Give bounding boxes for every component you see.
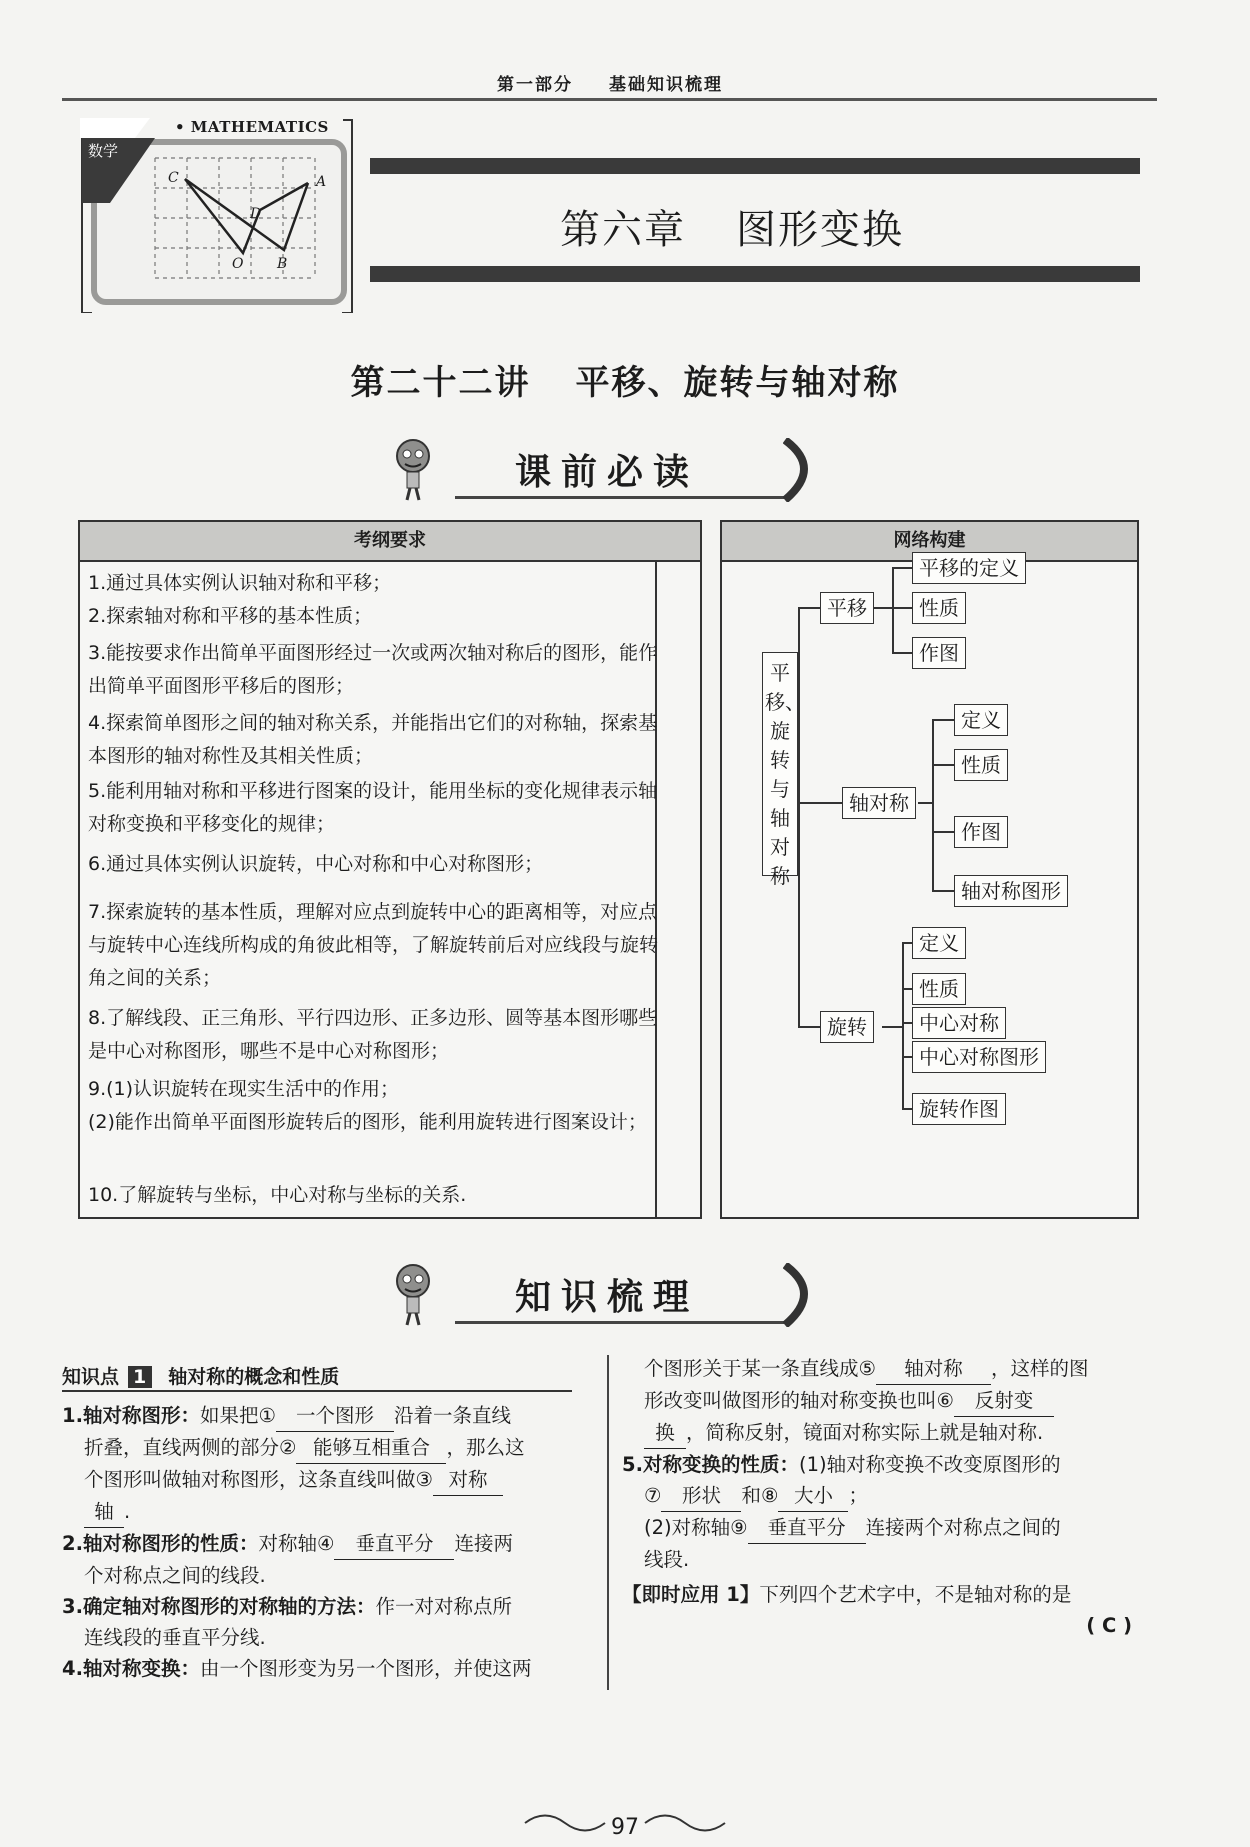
- lecture-name: 平移、旋转与轴对称: [575, 363, 900, 403]
- network-leaf: 性质: [912, 592, 966, 624]
- kp-fill: 能够互相重合: [296, 1432, 446, 1464]
- chapter-bar-bottom: [370, 266, 1140, 282]
- syllabus-item: 3.能按要求作出简单平面图形经过一次或两次轴对称后的图形，能作出简单平面图形平移后的图形；: [88, 642, 658, 697]
- bracket-arrow-icon: [783, 438, 823, 502]
- kp-fill: 轴: [84, 1496, 124, 1528]
- network-leaf: 旋转作图: [912, 1093, 1006, 1125]
- point-label-b: B: [277, 256, 288, 272]
- network-leaf: 中心对称图形: [912, 1041, 1046, 1073]
- kp-text: 由一个图形变为另一个图形，并使这两: [199, 1657, 532, 1680]
- section-rule: [455, 1321, 785, 1324]
- kp-text: (1)轴对称变换不改变原图形的: [798, 1453, 1061, 1476]
- header-title: 基础知识梳理: [609, 75, 723, 95]
- network-leaf: 定义: [954, 704, 1008, 736]
- syllabus-item: (2)能作出简单平面图形旋转后的图形，能利用旋转进行图案设计；: [88, 1111, 647, 1133]
- kp-fill: 对称: [433, 1464, 503, 1496]
- kp-text: 个对称点之间的线段.: [84, 1564, 266, 1587]
- kp-text: 线段.: [644, 1548, 690, 1571]
- instant-app-label: 【即时应用 1】: [622, 1583, 760, 1606]
- syllabus-item: 1.通过具体实例认识轴对称和平移；: [88, 572, 392, 594]
- kp-text: 作一对对称点所: [375, 1595, 512, 1618]
- kp-text: ，这样的图: [990, 1357, 1089, 1380]
- syllabus-item: 4.探索简单图形之间的轴对称关系，并能指出它们的对称轴，探索基本图形的轴对称性及其相关性质；: [88, 712, 658, 767]
- bracket-arrow-icon: [783, 1263, 823, 1327]
- section-title-knowledge: 知识梳理: [515, 1276, 700, 1318]
- kp-text: 对称轴④: [258, 1532, 335, 1555]
- section-rule: [455, 496, 785, 499]
- mascot-icon: [385, 1257, 445, 1329]
- kp-text: 形改变叫做图形的轴对称变换也叫⑥: [644, 1389, 954, 1412]
- kp-fill: 大小: [778, 1480, 848, 1512]
- syllabus-item: 5.能利用轴对称和平移进行图案的设计，能用坐标的变化规律表示轴对称变换和平移变化的规律；: [88, 780, 658, 835]
- column-divider: [607, 1355, 609, 1690]
- kp-fill: 垂直平分: [748, 1512, 866, 1544]
- network-leaf: 作图: [912, 637, 966, 669]
- chapter-name: 图形变换: [736, 207, 904, 253]
- kp-text: ；: [848, 1484, 868, 1507]
- running-header: [65, 70, 1155, 95]
- syllabus-item: 7.探索旋转的基本性质，理解对应点到旋转中心的距离相等，对应点与旋转中心连线所构成的角彼此相等，了解旋转前后对应线段与旋转角之间的关系；: [88, 901, 659, 989]
- kp-text: (2)对称轴⑨: [644, 1516, 748, 1539]
- network-leaf: 轴对称图形: [954, 875, 1068, 907]
- kp-label: 知识点: [62, 1366, 120, 1388]
- network-branch-axial-symmetry: 轴对称: [842, 787, 916, 819]
- kp-left-column: [62, 1400, 607, 1684]
- chapter-bar-top: [370, 158, 1140, 174]
- network-diagram: [720, 520, 1139, 1219]
- kp-term: 1.轴对称图形：: [62, 1404, 200, 1427]
- kp-fill: 换: [644, 1417, 686, 1449]
- syllabus-item: 6.通过具体实例认识旋转，中心对称和中心对称图形；: [88, 853, 544, 875]
- network-leaf: 平移的定义: [912, 552, 1026, 584]
- kp-text: ，那么这: [446, 1436, 525, 1459]
- logo-subject-en: • MATHEMATICS: [175, 118, 329, 136]
- header-part: 第一部分: [497, 75, 573, 95]
- kp-term: 3.确定轴对称图形的对称轴的方法：: [62, 1595, 376, 1618]
- section-heading-knowledge: [385, 1257, 835, 1329]
- kp-text: 如果把①: [199, 1404, 276, 1427]
- math-logo: [80, 118, 355, 313]
- network-leaf: 中心对称: [912, 1007, 1006, 1039]
- kp-text: 个图形关于某一条直线成⑤: [644, 1357, 876, 1380]
- syllabus-item: 9.(1)认识旋转在现实生活中的作用；: [88, 1078, 400, 1100]
- section-heading-prep: [385, 432, 835, 504]
- point-label-d: D: [250, 206, 262, 222]
- network-branch-translation: 平移: [820, 592, 874, 624]
- kp-text: ⑦: [644, 1484, 662, 1507]
- kp-fill: 一个图形: [276, 1400, 394, 1432]
- kp-fill: 轴对称: [876, 1353, 991, 1385]
- point-label-a: A: [316, 174, 327, 190]
- kp-fill: 形状: [661, 1480, 741, 1512]
- kp-text: 折叠，直线两侧的部分②: [84, 1436, 297, 1459]
- kp-fill: 反射变: [954, 1385, 1054, 1417]
- network-leaf: 性质: [912, 973, 966, 1005]
- kp-text: 沿着一条直线: [393, 1404, 511, 1427]
- kp-text: 连线段的垂直平分线.: [84, 1626, 266, 1649]
- logo-subject-cn: 数学: [88, 142, 119, 160]
- kp-text: 个图形叫做轴对称图形，这条直线叫做③: [84, 1468, 433, 1491]
- network-leaf: 性质: [954, 749, 1008, 781]
- syllabus-item: 10.了解旋转与坐标，中心对称与坐标的关系.: [88, 1184, 467, 1206]
- point-label-c: C: [168, 170, 179, 186]
- network-leaf: 作图: [954, 816, 1008, 848]
- network-root: 平移、旋转与轴对称: [762, 652, 798, 876]
- kp-title: 轴对称的概念和性质: [168, 1366, 340, 1388]
- header-rule: [62, 98, 1157, 101]
- chapter-number: 第六章: [560, 207, 686, 253]
- instant-app-answer: ( C ): [1086, 1614, 1132, 1637]
- chapter-title: [560, 198, 904, 255]
- kp-fill: 垂直平分: [334, 1528, 454, 1560]
- network-header: 网络构建: [722, 522, 1137, 562]
- syllabus-header: 考纲要求: [80, 522, 700, 562]
- lecture-title: [0, 355, 1250, 404]
- syllabus-item: 8.了解线段、正三角形、平行四边形、正多边形、圆等基本图形哪些是中心对称图形，哪些不是中心对称图形；: [88, 1007, 658, 1062]
- kp-text: 和⑧: [741, 1484, 779, 1507]
- syllabus-item: 2.探索轴对称和平移的基本性质；: [88, 605, 373, 627]
- kp-term: 4.轴对称变换：: [62, 1657, 200, 1680]
- knowledge-point-heading: [62, 1362, 592, 1389]
- kp-text: 连接两: [454, 1532, 513, 1555]
- instant-app-question: 下列四个艺术字中，不是轴对称的是: [759, 1583, 1072, 1606]
- kp-term: 2.轴对称图形的性质：: [62, 1532, 259, 1555]
- kp-text: .: [124, 1500, 131, 1523]
- section-title-prep: 课前必读: [515, 451, 700, 493]
- kp-term: 5.对称变换的性质：: [622, 1453, 799, 1476]
- network-leaf: 定义: [912, 927, 966, 959]
- syllabus-table: [78, 520, 702, 1219]
- network-branch-rotation: 旋转: [820, 1011, 874, 1043]
- lecture-number: 第二十二讲: [350, 363, 531, 403]
- kp-right-column: [622, 1353, 1162, 1641]
- mascot-icon: [385, 432, 445, 504]
- point-label-o: O: [232, 256, 244, 272]
- kp-text: 连接两个对称点之间的: [865, 1516, 1061, 1539]
- page-number: 97: [611, 1815, 639, 1840]
- kp-text: ，简称反射，镜面对称实际上就是轴对称.: [686, 1421, 1044, 1444]
- kp-number: 1: [128, 1366, 152, 1388]
